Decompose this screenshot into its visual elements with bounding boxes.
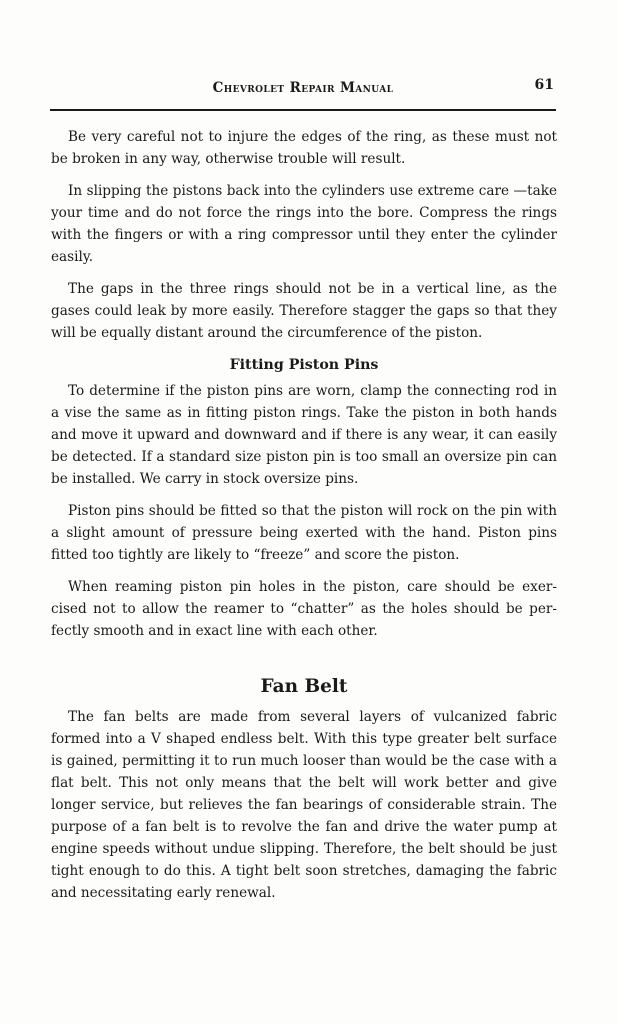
- header-rule: [50, 109, 556, 111]
- paragraph: Be very careful not to injure the edges of the ring, as these must not be broken in any way, otherwise trouble will result.: [51, 129, 557, 167]
- paragraph: Piston pins should be fitted so that the piston will rock on the pin with a slight amount of pressure being exerted with the hand. Piston pins fitted too tightly are likely to “freeze” and score the piston.: [51, 503, 557, 563]
- page-number: 61: [534, 77, 554, 93]
- paragraph: The fan belts are made from several layers of vulcanized fabric formed into a V shaped endless belt. With this type greater belt surface is gained, permitting it to run much looser than would be the case with a flat belt. This not only means that the belt will work better and give longer service, but relieves the fan bearings of considerable strain. The purpose of a fan belt is to revolve the fan and drive the water pump at engine speeds without undue slipping. Therefore, the belt should be just tight enough to do this. A tight belt soon stretches, damaging the fabric and necessitating early renewal.: [51, 709, 557, 901]
- paragraph: In slipping the pistons back into the cylinders use extreme care —take your time and do not force the rings into the bore. Compress the rings with the fingers or with a ring compressor until they enter the cylinder easily.: [51, 183, 557, 265]
- page-body: [51, 126, 557, 914]
- subheading-fitting-piston-pins: Fitting Piston Pins: [229, 357, 379, 373]
- paragraph: The gaps in the three rings should not be in a vertical line, as the gases could leak by more easily. Therefore stagger the gaps so that they will be equally distant around the circumference of the piston.: [51, 281, 557, 341]
- paragraph: When reaming piston pin holes in the piston, care should be exer-cised not to allow the reamer to “chatter” as the holes should be per-fectly smooth and in exact line with each other.: [51, 579, 557, 639]
- paragraph: To determine if the piston pins are worn, clamp the connecting rod in a vise the same as in fitting piston rings. Take the piston in both hands and move it upward and downward and if there is any wear, it can easily be detected. If a standard size piston pin is too small an oversize pin can be installed. We carry in stock oversize pins.: [51, 383, 557, 487]
- running-head: Chevrolet Repair Manual: [212, 80, 394, 96]
- page-header: [50, 76, 556, 106]
- section-heading-fan-belt: Fan Belt: [260, 676, 348, 697]
